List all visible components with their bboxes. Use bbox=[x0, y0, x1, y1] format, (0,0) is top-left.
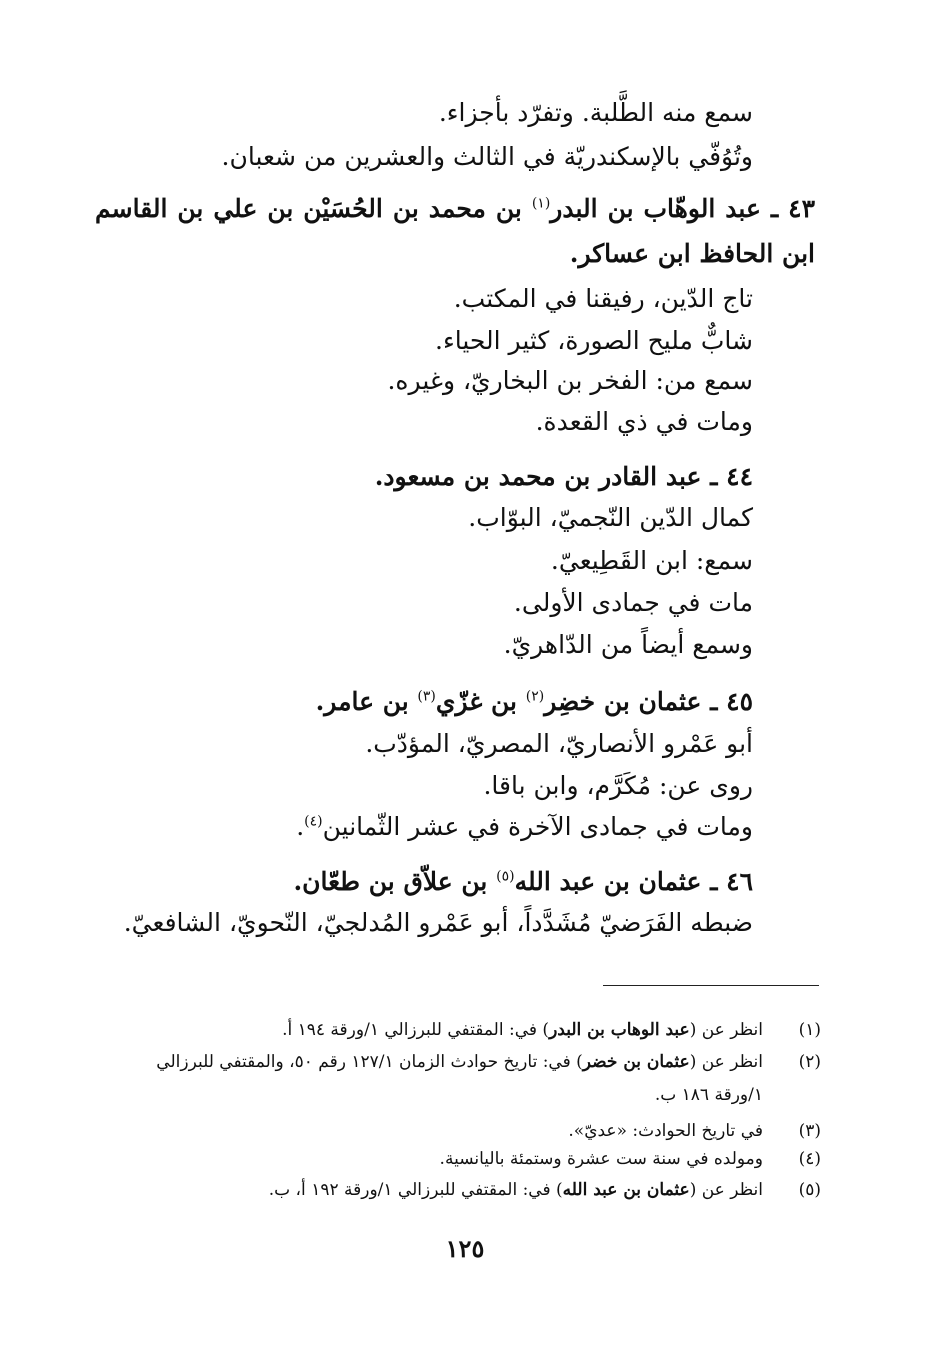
heading-text: ٤٣ ـ عبد الوهّاب بن البدر bbox=[550, 194, 816, 223]
footnote-number: (٣) bbox=[798, 1121, 821, 1141]
footnote-number: (٢) bbox=[798, 1052, 821, 1072]
footnote-number: (٥) bbox=[798, 1180, 821, 1200]
entry-heading-45 bbox=[316, 684, 753, 720]
entry-line: شابٌّ مليح الصورة، كثير الحياء. bbox=[435, 326, 753, 355]
footnote-continuation bbox=[0, 1083, 929, 1107]
footnote-ref: (٣) bbox=[417, 688, 436, 705]
line-text: . bbox=[296, 812, 305, 841]
entry-line: وسمع أيضاً من الدّاهريّ. bbox=[503, 630, 753, 659]
entry-line: ضبطه الفَرَضيّ مُشَدَّداً، أبو عَمْرو المُدلجيّ، النّحويّ، الشافعيّ. bbox=[123, 908, 753, 937]
line-text: ومات في جمادى الآخرة في عشر الثّمانين bbox=[322, 812, 753, 841]
heading-text: بن عامر. bbox=[315, 687, 418, 716]
body-line: سمع منه الطَّلبة. وتفرّد بأجزاء. bbox=[438, 98, 753, 127]
entry-line: تاج الدّين، رفيقنا في المكتب. bbox=[453, 284, 753, 313]
footnote-text: في تاريخ الحوادث: «عديّ». bbox=[568, 1121, 763, 1141]
footnote bbox=[0, 1119, 929, 1143]
entry-line: مات في جمادى الأولى. bbox=[513, 588, 753, 617]
footnote-text: ومولده في سنة ست عشرة وستمئة باليانسية. bbox=[439, 1149, 763, 1169]
footnote-text-part: ) في: المقتفي للبرزالي ١/ورقة ١٩٤ أ. bbox=[282, 1020, 550, 1040]
entry-heading-46 bbox=[293, 864, 753, 900]
entry-line: روى عن: مُكَرَّم، وابن باقا. bbox=[483, 771, 753, 800]
footnote-text: ١/ورقة ١٨٦ ب. bbox=[654, 1085, 763, 1105]
footnote-number: (٤) bbox=[798, 1149, 821, 1169]
footnote-number: (١) bbox=[798, 1020, 821, 1040]
footnote-text bbox=[282, 1018, 763, 1042]
footnote-ref: (٥) bbox=[496, 868, 515, 885]
entry-line: كمال الدّين النّجميّ، البوّاب. bbox=[468, 503, 753, 532]
footnote-separator bbox=[603, 985, 819, 986]
footnote-bold-name: عثمان بن عبد الله bbox=[562, 1180, 690, 1200]
footnote bbox=[0, 1147, 929, 1171]
footnote-text-part: ) في: تاريخ حوادث الزمان ١٢٧/١ رقم ٥٠، والمقتفي للبرزالي bbox=[156, 1052, 583, 1072]
footnote-text-part: انظر عن ( bbox=[689, 1180, 763, 1200]
heading-text: بن علاّق بن طعّان. bbox=[293, 867, 497, 896]
entry-heading-44: ٤٤ ـ عبد القادر بن محمد بن مسعود. bbox=[374, 462, 753, 491]
heading-text: بن محمد بن الحُسَيْن بن علي بن القاسم bbox=[95, 194, 532, 223]
entry-heading-43 bbox=[95, 191, 815, 227]
entry-line: سمع من: الفخر بن البخاريّ، وغيره. bbox=[387, 366, 753, 395]
footnote-text-part: ) في: المقتفي للبرزالي ١/ورقة ١٩٢ أ، ب. bbox=[268, 1180, 563, 1200]
heading-text: ٤٥ ـ عثمان بن خضِر bbox=[544, 687, 753, 716]
footnote-ref: (٤) bbox=[304, 813, 323, 830]
footnote bbox=[0, 1018, 929, 1042]
heading-text: ٤٦ ـ عثمان بن عبد الله bbox=[514, 867, 753, 896]
entry-heading-43-continued: ابن الحافظ ابن عساكر. bbox=[569, 239, 815, 268]
entry-line: أبو عَمْرو الأنصاريّ، المصريّ، المؤدّب. bbox=[365, 729, 753, 758]
footnote-text-part: انظر عن ( bbox=[689, 1052, 763, 1072]
heading-text: بن غزّي bbox=[435, 687, 526, 716]
footnote-ref: (١) bbox=[531, 195, 551, 212]
entry-line: ومات في ذي القعدة. bbox=[535, 407, 753, 436]
footnote-text bbox=[269, 1178, 763, 1202]
footnote bbox=[0, 1050, 929, 1074]
entry-line: سمع: ابن القَطِيعيّ. bbox=[550, 546, 753, 575]
entry-line bbox=[296, 809, 753, 845]
footnote bbox=[0, 1178, 929, 1202]
page-number: ١٢٥ bbox=[445, 1234, 485, 1263]
footnote-bold-name: عثمان بن خضر bbox=[582, 1052, 690, 1072]
footnote-text bbox=[156, 1050, 763, 1074]
footnote-ref: (٢) bbox=[525, 688, 545, 705]
footnote-bold-name: عبد الوهاب بن البدر bbox=[549, 1020, 690, 1040]
footnote-text-part: انظر عن ( bbox=[689, 1020, 763, 1040]
body-line: وتُوُفّي بالإسكندريّة في الثالث والعشرين من شعبان. bbox=[221, 142, 753, 171]
